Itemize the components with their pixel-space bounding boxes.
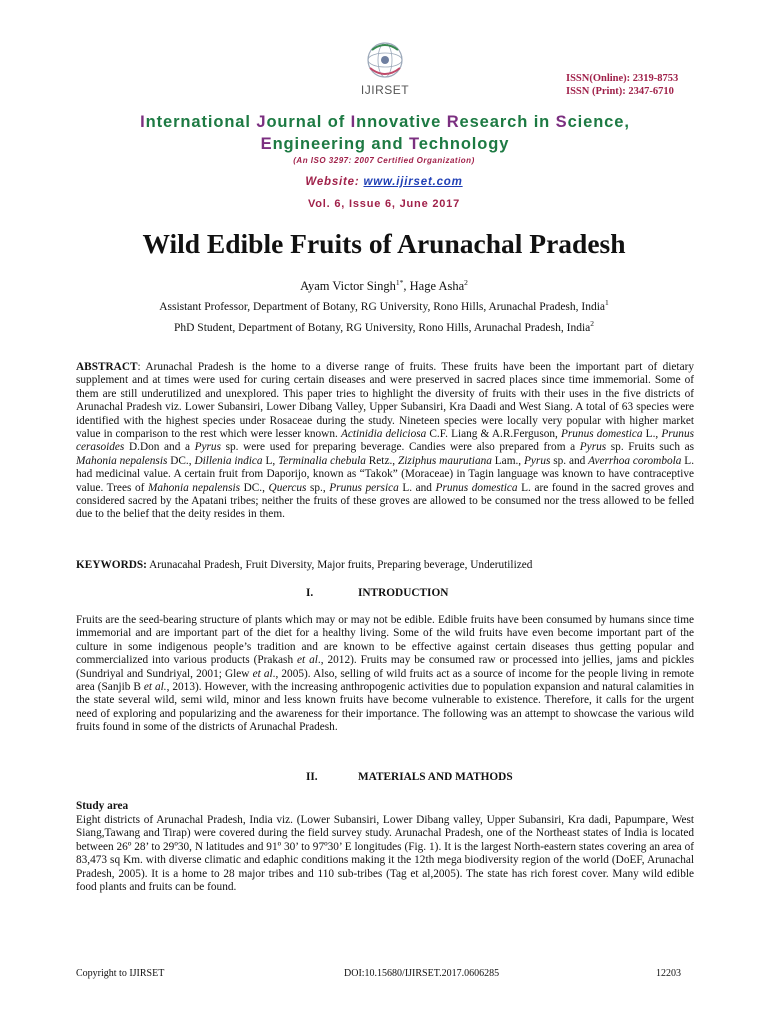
abstract-text: DC., [167, 454, 195, 467]
species-name: Averrhoa corombola [588, 454, 682, 467]
journal-initial: I [350, 113, 357, 131]
abstract-text: sp., [306, 481, 330, 494]
website-line [0, 176, 768, 188]
affiliation-text: Assistant Professor, Department of Botany, RG University, Rono Hills, Arunachal Pradesh, India [159, 301, 606, 313]
abstract-text: Retz., [365, 454, 398, 467]
introduction-paragraph [76, 614, 694, 735]
section-number: I. [306, 587, 314, 599]
volume-issue: Vol. 6, Issue 6, June 2017 [307, 198, 461, 210]
species-name: Prunus cerasoides [76, 428, 694, 454]
abstract-text: L., [642, 428, 662, 441]
species-name: Terminalia chebula [278, 454, 366, 467]
journal-initial: J [256, 113, 267, 131]
abstract-label: ABSTRACT [76, 361, 138, 373]
abstract-text: L, [262, 454, 279, 467]
citation-etal: et al [297, 654, 318, 667]
section-title: INTRODUCTION [358, 587, 449, 599]
abstract-text: L. and [398, 481, 436, 494]
footer-doi: DOI:10.15680/IJIRSET.2017.0606285 [344, 968, 500, 979]
species-name: Mahonia nepalensis [147, 481, 241, 494]
journal-title-line1: International Journal of Innovative Research in Science, [140, 113, 630, 131]
abstract-text: sp. and [550, 454, 589, 467]
affiliation [0, 319, 768, 334]
body-text: ., 2005). Also, selling of wild fruits act as a source of income for the people living in remote area (Sanjib B [76, 667, 694, 694]
study-area-paragraph: Eight districts of Arunachal Pradesh, India viz. (Lower Subansiri, Lower Dibang valley, Upper Subansiri, Kra dadi, Papumpare, West Siang,Tawang and Tirap) were covered during the field survey study. Arunachal Pradesh, one of the Northeast states of India is located between 26º 28’ to 29º30, N latitudes and 91º 30’ to 97º30’ E longitudes (Fig. 1). It is the largest North-eastern states covering an area of 83,473 sq Km. with diverse climatic and edaphic conditions making it the 12th mega biodiversity region of the world (DoEF, Arunachal Pradesh, 2005). It is a home to 28 major tribes and 110 sub-tribes (Tag et al,2005). The state has rich forest cover. Many wild edible food plants and fruits can be found. [76, 814, 694, 894]
journal-initial: E [260, 135, 273, 153]
footer-copyright: Copyright to IJIRSET [76, 968, 165, 979]
species-name: Prunus persica [329, 481, 399, 494]
journal-initial: I [140, 113, 146, 131]
affiliation-superscript: 2 [590, 319, 595, 329]
affiliation-text: PhD Student, Department of Botany, RG University, Rono Hills, Arunachal Pradesh, India [173, 322, 591, 334]
section-title: MATERIALS AND MATHODS [358, 771, 513, 783]
affiliation-superscript: 1 [605, 298, 609, 308]
website-label: Website: [305, 176, 364, 188]
species-name: Dillenia indica [194, 454, 263, 467]
abstract-paragraph [76, 361, 694, 522]
species-name: Prunus domestica [560, 428, 643, 441]
journal-initial: T [408, 135, 419, 153]
iso-certification: (An ISO 3297: 2007 Certified Organization) [293, 156, 475, 165]
citation-etal: et al. [143, 681, 167, 694]
keywords-label: KEYWORDS: [76, 559, 147, 571]
keywords-text: Arunacahal Pradesh, Fruit Diversity, Major fruits, Preparing beverage, Underutilized [146, 559, 533, 571]
species-name: Pyrus [579, 441, 607, 454]
author-superscript: 2 [464, 277, 468, 287]
species-name: Actinidia deliciosa [340, 428, 427, 441]
abstract-text: D.Don and a [124, 441, 195, 454]
author-name: Ayam Victor Singh [300, 279, 396, 293]
journal-initial: S [555, 113, 568, 131]
author-superscript: 1* [395, 277, 404, 287]
body-text: , 2013). However, with the increasing anthropogenic activities due to population expansion and natural calamities in the state several wild, semi wild, minor and less known fruits have become vulnerable to existence. Therefore, it calls for the urgent need of exploring and popularizing and the awareness for their importance. The following was an attempt to showcase the various wild fruits found in some of the districts of Arunachal Pradesh. [76, 681, 694, 734]
logo-text: IJIRSET [360, 83, 410, 97]
species-name: Quercus [268, 481, 307, 494]
journal-initial: R [446, 113, 460, 131]
body-text: ., 2012). Fruits may be consumed raw or processed into jellies, jams and pickles (Sundriyal and Sundriyal, 2001; Glew [76, 654, 694, 680]
abstract-text: C.F. Liang & A.R.Ferguson, [426, 428, 561, 441]
species-name: Prunus domestica [435, 481, 518, 494]
website-link[interactable]: www.ijirset.com [363, 176, 463, 188]
paper-title: Wild Edible Fruits of Arunachal Pradesh [142, 228, 626, 259]
species-name: Mahonia nepalensis [76, 454, 168, 467]
ijirset-emblem-icon [350, 38, 420, 84]
abstract-text: L. had medicinal value. A certain fruit from Daporijo, known as “Takok” (Moraceae) in Tagin language was known to have contraceptive value. Trees of [76, 454, 695, 494]
abstract-text: DC., [240, 481, 269, 494]
journal-title-line2: Engineering and Technology [260, 135, 510, 153]
author-separator: , [403, 279, 410, 293]
journal-title [90, 111, 680, 155]
abstract-text: sp. were used for preparing beverage. Candies were also prepared from a [220, 441, 580, 454]
citation-etal: et al [252, 667, 273, 680]
abstract-text: : Arunachal Pradesh is the home to a diverse range of fruits. These fruits have been the important part of dietary supplement and at times were used for curing certain diseases and were preserved in sacred places since time immemorial. Some of them are still underutilized and unexplored. This paper tries to highlight the diversity of fruits with their uses in the five districts of Arunachal Pradesh viz. Lower Subansiri, Lower Dibang Valley, Upper Subansiri, Kra Daadi and West Siang. A total of 63 species were identified with the highest species under Rosaceae during the study. Nineteen species were locally very popular with higher market value in comparison to the rest which were lesser known. [76, 361, 694, 441]
species-name: Pyrus [194, 441, 221, 454]
issn-block [566, 72, 678, 98]
subsection-heading-study-area: Study area [76, 800, 129, 812]
journal-logo [350, 38, 420, 98]
author-name: Hage Asha [409, 279, 465, 293]
section-number: II. [306, 771, 318, 783]
species-name: Ziziphus maurutiana [398, 454, 492, 467]
species-name: Pyrus [524, 454, 551, 467]
footer-page-number: 12203 [656, 968, 681, 979]
issn-print: ISSN (Print): 2347-6710 [566, 86, 674, 97]
affiliation [0, 298, 768, 313]
abstract-text: L. are found in the sacred groves and considered sacred by the Apatani tribes; neither the fruits of these groves are allowed to be consumed nor the tress allowed to be felled due to the belief that the deity resides in them. [76, 481, 694, 521]
author-line [0, 279, 768, 294]
body-text: Fruits are the seed-bearing structure of plants which may or may not be edible. Edible fruits have been consumed by humans since time immemorial and are important part of the diet for a healthy living. Some of the wild fruits have even become important part of the culture in some indigenous people’s tradition and are known to be effective against certain diseases thus getting popular and commercialized into various products (Prakash [76, 614, 694, 667]
keywords-line [76, 559, 694, 572]
abstract-text: sp. Fruits such as [606, 441, 695, 454]
issn-online: ISSN(Online): 2319-8753 [566, 73, 679, 84]
abstract-text: Lam., [491, 454, 525, 467]
